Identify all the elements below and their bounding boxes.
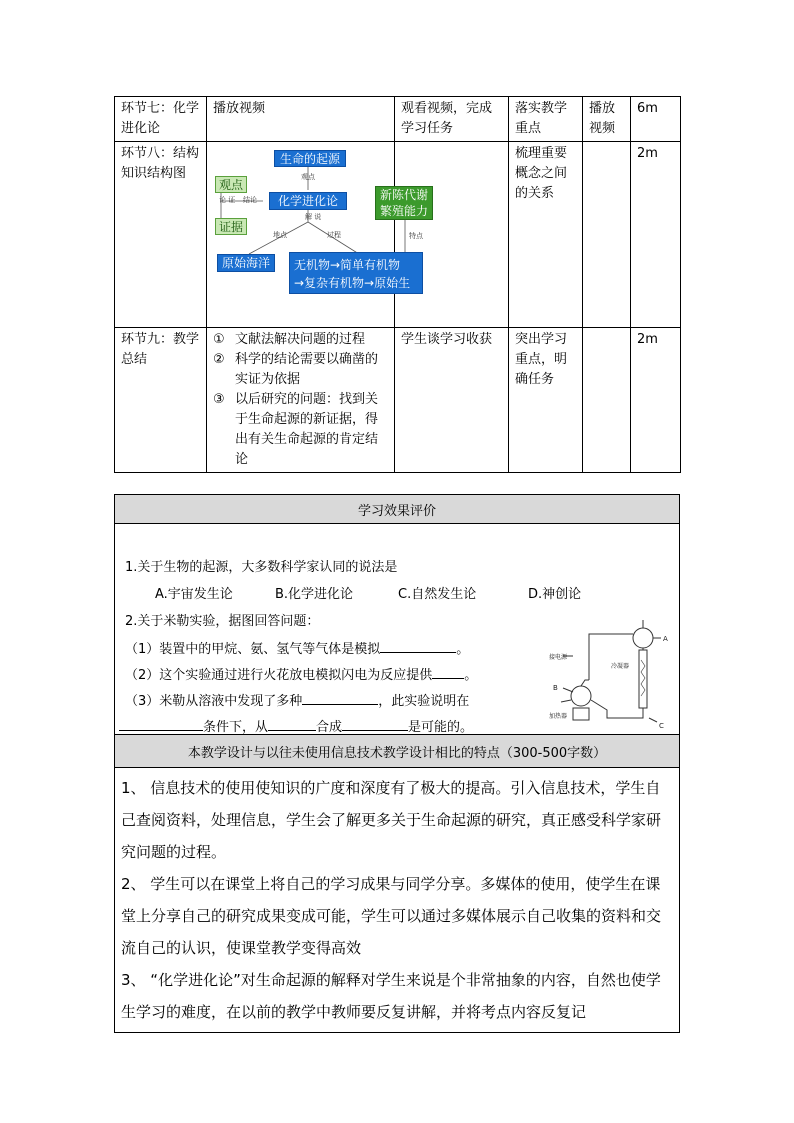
section-cell: 环节九：教学总结 [115, 328, 207, 473]
list-item [213, 350, 388, 390]
figure-label-power: 接电源 [549, 654, 568, 661]
link-explain-label: 解 说 [305, 213, 322, 221]
feature-paragraph-1: 1、 信息技术的使用使知识的广度和深度有了极大的提高。引入信息技术，学生自己查阅资料，处理信息，学生会了解更多关于生命起源的研究，真正感受科学家研究问题的过程。 [121, 779, 662, 861]
list-item [213, 390, 388, 470]
link-conclusion-label: 结论 [243, 196, 257, 204]
features-body [115, 768, 680, 1033]
item-number: ③ [213, 392, 225, 407]
question-2-1 [125, 638, 469, 660]
evaluation-table [114, 494, 680, 1033]
link-viewpoint-label: 观点 [301, 173, 315, 181]
process-line-1: 无机物→简单有机物 [294, 258, 401, 272]
student-cell: 观看视频，完成学习任务 [395, 97, 509, 142]
features-title: 本教学设计与以往未使用信息技术教学设计相比的特点（300-500字数） [115, 735, 680, 768]
activity-cell: 播放视频 [207, 97, 395, 142]
evaluation-title: 学习效果评价 [115, 495, 680, 524]
feature-paragraph-3: 3、 “化学进化论”对生命起源的解释对学生来说是个非常抽象的内容，自然也使学生学习的难度，在以前的教学中教师要反复讲解，并将考点内容反复记 [121, 971, 661, 1021]
question-text: （1）装置中的甲烷、氨、氢气等气体是模拟 [125, 642, 381, 657]
media-cell [583, 328, 631, 473]
media-cell: 播放视频 [583, 97, 631, 142]
option-c: C.自然发生论 [398, 587, 477, 602]
question-text: （3）米勒从溶液中发现了多种 [125, 694, 303, 709]
media-cell [583, 142, 631, 328]
question-2-4 [119, 716, 473, 738]
item-number: ② [213, 352, 225, 367]
link-feature-label: 特点 [409, 232, 423, 240]
figure-label-a: A [663, 635, 668, 643]
option-a: A.宇宙发生论 [155, 587, 233, 602]
node-metabolism: 新陈代谢繁殖能力 [375, 186, 433, 220]
question-2-2 [125, 664, 477, 686]
lesson-row-8 [115, 142, 681, 328]
question-text: 。 [464, 668, 478, 683]
time-cell: 6m [631, 97, 681, 142]
answer-blank[interactable] [119, 716, 203, 731]
figure-label-condenser: 冷凝器 [611, 663, 630, 670]
section-cell: 环节七：化学进化论 [115, 97, 207, 142]
question-text: 。 [456, 642, 470, 657]
item-text: 文献法解决问题的过程 [235, 332, 366, 347]
list-item [213, 330, 388, 350]
answer-blank[interactable] [268, 716, 316, 731]
figure-label-c: C [659, 722, 664, 730]
purpose-cell: 落实教学重点 [509, 97, 583, 142]
feature-paragraph-2: 2、 学生可以在课堂上将自己的学习成果与同学分享。多媒体的使用，使学生在课堂上分享自己的研究成果变成可能，学生可以通过多媒体展示自己收集的资料和交流自己的认识，使课堂教学变得高效 [121, 875, 662, 957]
summary-list [213, 330, 388, 470]
node-origin: 生命的起源 [274, 150, 346, 167]
summary-cell [207, 328, 395, 473]
concept-map [209, 144, 427, 312]
answer-blank[interactable] [432, 664, 464, 679]
question-2-3 [125, 690, 469, 712]
question-text: 条件下，从 [203, 720, 269, 735]
lesson-row-9 [115, 328, 681, 473]
question-text: ，此实验说明在 [378, 694, 470, 709]
link-argue-label: 论 证 [219, 196, 236, 204]
question-text: （2）这个实验通过进行火花放电模拟闪电为反应提供 [125, 668, 433, 683]
node-evidence: 证据 [215, 218, 247, 235]
option-d: D.神创论 [528, 587, 582, 602]
link-place-label: 地点 [273, 231, 287, 239]
answer-blank[interactable] [302, 690, 378, 705]
purpose-cell: 梳理重要概念之间的关系 [509, 142, 583, 328]
process-line-2: →复杂有机物→原始生命 [294, 276, 411, 308]
lesson-table [114, 96, 681, 473]
option-b: B.化学进化论 [275, 587, 354, 602]
item-text: 科学的结论需要以确凿的实证为依据 [235, 352, 379, 387]
node-viewpoint: 观点 [215, 176, 247, 193]
answer-blank[interactable] [342, 716, 408, 731]
figure-label-heater: 加热器 [549, 713, 568, 720]
concept-map-cell [207, 142, 428, 328]
answer-blank[interactable] [380, 638, 456, 653]
question-text: 合成 [316, 720, 343, 735]
quiz-cell [115, 524, 680, 735]
question-text: 是可能的。 [408, 720, 474, 735]
lesson-row-7 [115, 97, 681, 142]
question-2: 2.关于米勒实验，据图回答问题： [125, 614, 320, 629]
time-cell: 2m [631, 328, 681, 473]
item-text: 以后研究的问题：找到关于生命起源的新证据，得出有关生命起源的肯定结论 [235, 392, 379, 467]
node-theory: 化学进化论 [269, 192, 347, 210]
question-1: 1.关于生物的起源，大多数科学家认同的说法是 [125, 560, 398, 575]
link-process-label: 过程 [327, 231, 341, 239]
figure-label-b: B [553, 684, 558, 692]
student-cell: 学生谈学习收获 [395, 328, 509, 473]
time-cell: 2m [631, 142, 681, 328]
node-process [289, 252, 423, 308]
purpose-cell: 突出学习重点，明确任务 [509, 328, 583, 473]
node-ocean: 原始海洋 [217, 254, 275, 272]
item-number: ① [213, 332, 225, 347]
miller-apparatus-figure [549, 610, 677, 734]
section-cell: 环节八：结构知识结构图 [115, 142, 207, 328]
